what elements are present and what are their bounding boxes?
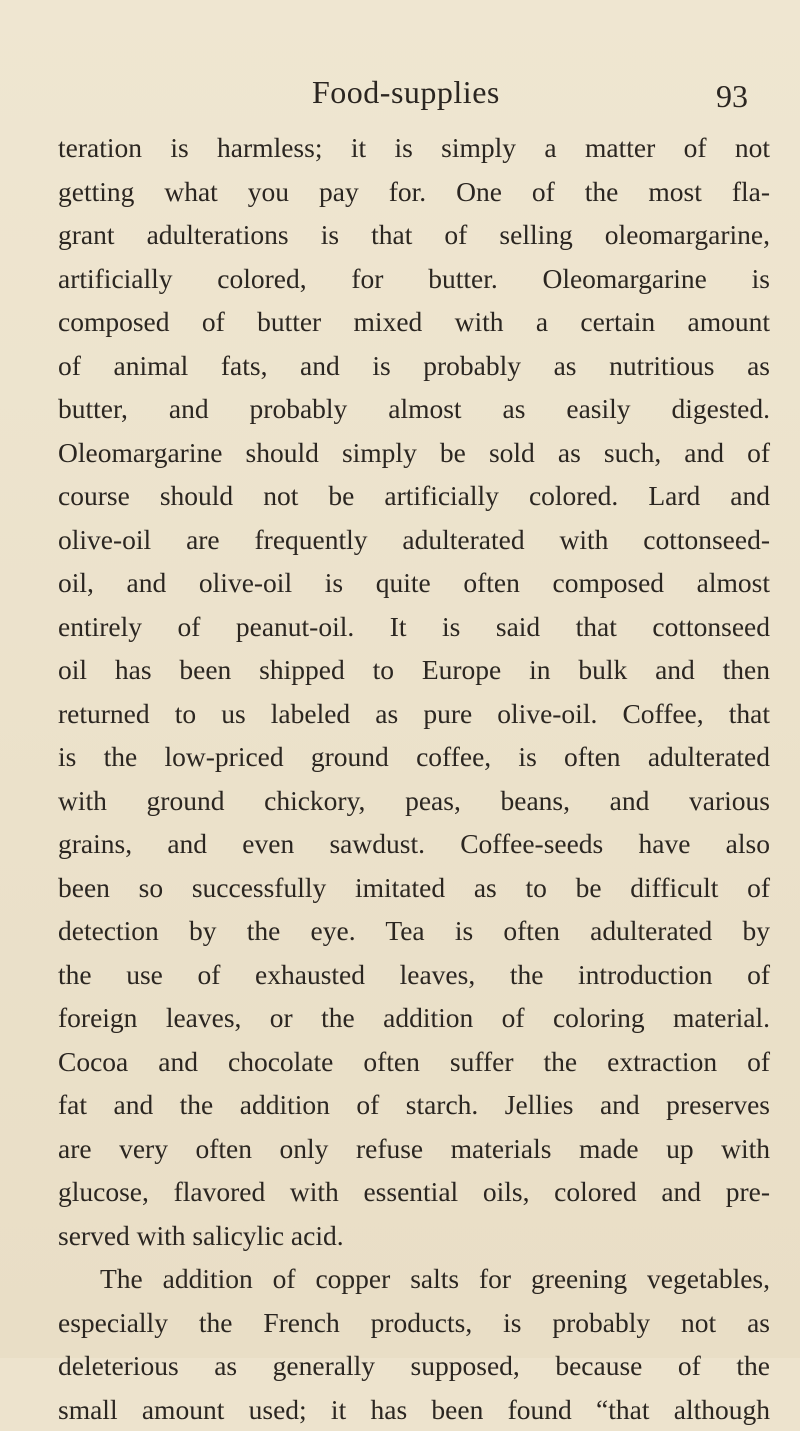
text-line: the use of exhausted leaves, the introduction of [58, 953, 770, 997]
running-title: Food-supplies [312, 70, 500, 114]
text-line: small amount used; it has been found “that although [58, 1388, 770, 1431]
text-line: been so successfully imitated as to be difficult of [58, 866, 770, 910]
text-line: getting what you pay for. One of the most fla- [58, 170, 770, 214]
text-line: glucose, flavored with essential oils, colored and pre- [58, 1170, 770, 1214]
text-line: oil has been shipped to Europe in bulk and then [58, 648, 770, 692]
text-line: returned to us labeled as pure olive-oil. Coffee, that [58, 692, 770, 736]
text-line: entirely of peanut-oil. It is said that cottonseed [58, 605, 770, 649]
text-line: with ground chickory, peas, beans, and various [58, 779, 770, 823]
text-line: are very often only refuse materials made up with [58, 1127, 770, 1171]
text-line: oil, and olive-oil is quite often composed almost [58, 561, 770, 605]
text-line: is the low-priced ground coffee, is often adulterated [58, 735, 770, 779]
paragraph-end-line: served with salicylic acid. [58, 1214, 770, 1258]
text-line: butter, and probably almost as easily digested. [58, 387, 770, 431]
text-line: composed of butter mixed with a certain amount [58, 300, 770, 344]
text-line: teration is harmless; it is simply a matter of not [58, 126, 770, 170]
text-line: Cocoa and chocolate often suffer the extraction of [58, 1040, 770, 1084]
text-line: artificially colored, for butter. Oleomargarine is [58, 257, 770, 301]
text-line: grant adulterations is that of selling oleomargarine, [58, 213, 770, 257]
body-text [58, 126, 770, 1431]
text-line: course should not be artificially colored. Lard and [58, 474, 770, 518]
text-line: detection by the eye. Tea is often adulterated by [58, 909, 770, 953]
running-head [0, 70, 800, 114]
text-line: fat and the addition of starch. Jellies and preserves [58, 1083, 770, 1127]
text-line: grains, and even sawdust. Coffee-seeds have also [58, 822, 770, 866]
text-line: foreign leaves, or the addition of coloring material. [58, 996, 770, 1040]
text-line: Oleomargarine should simply be sold as such, and of [58, 431, 770, 475]
text-line: of animal fats, and is probably as nutritious as [58, 344, 770, 388]
paragraph-start-line: The addition of copper salts for greening vegetables, [58, 1257, 770, 1301]
text-line: olive-oil are frequently adulterated with cottonseed- [58, 518, 770, 562]
text-line: especially the French products, is probably not as [58, 1301, 770, 1345]
page-number: 93 [716, 74, 748, 118]
text-line: deleterious as generally supposed, because of the [58, 1344, 770, 1388]
